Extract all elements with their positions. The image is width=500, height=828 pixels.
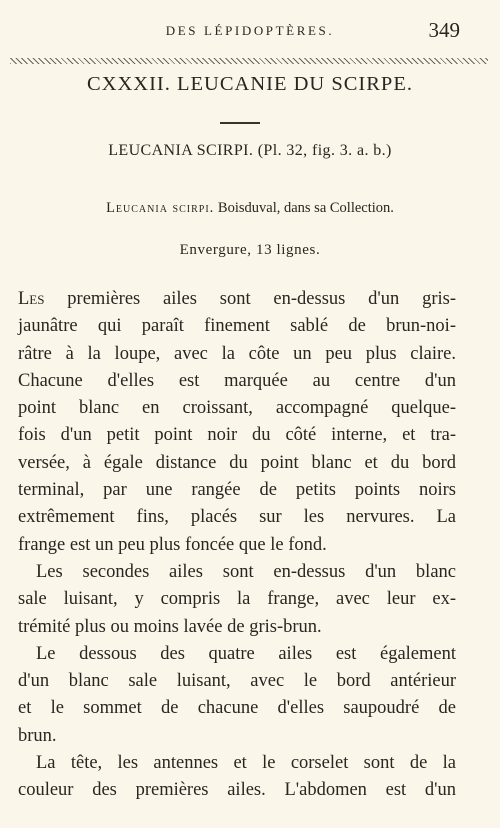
divider [220,122,260,124]
running-title: DES LÉPIDOPTÈRES. [165,23,335,38]
text-line: sale luisant, y compris la frange, avec leur ex- [18,589,456,610]
text-line: jaunâtre qui paraît finement sablé de brun-noi- [18,316,456,337]
text-line: extrêmement fins, placés sur les nervures. La [18,507,456,528]
page-number: 349 [428,18,460,42]
text-line: couleur des premières ailes. L'abdomen est d'un [18,780,456,801]
text-line: fois d'un petit point noir du côté interne, et tra- [18,425,456,446]
running-head [40,20,460,42]
body-text [18,286,456,805]
text-line: Le dessous des quatre ailes est également [36,643,456,664]
drop-word: Les [18,289,45,309]
text-line: râtre à la loupe, avec la côte un peu plus claire. [18,343,456,364]
text-line: frange est un peu plus foncée que le fond. [18,534,327,555]
ornamental-rule [10,58,488,64]
text-line: Les secondes ailes sont en-dessus d'un blanc [36,561,456,582]
text-line: brun. [18,725,57,746]
synonym-line [0,200,500,217]
text-line: d'un blanc sale luisant, avec le bord antérieur [18,671,456,692]
synonym-reference: Boisduval, dans sa Collection. [217,200,394,216]
text-line [18,286,456,313]
line-text: premières ailes sont en-dessus d'un gris- [44,289,456,309]
latin-heading: LEUCANIA SCIRPI. (Pl. 32, fig. 3. a. b.) [108,142,392,159]
text-line: terminal, par une rangée de petits points noirs [18,480,456,501]
chapter-title: CXXXII. LEUCANIE DU SCIRPE. [87,73,413,95]
text-line: versée, à égale distance du point blanc et du bord [18,452,456,473]
synonym-name: Leucania scirpi. [106,200,215,216]
text-line: point blanc en croissant, accompagné quelque- [18,398,456,419]
text-line: La tête, les antennes et le corselet sont de la [36,753,456,774]
text-line: trémité plus ou moins lavée de gris-brun. [18,616,322,637]
wingspan: Envergure, 13 lignes. [179,242,321,258]
text-line: Chacune d'elles est marquée au centre d'un [18,370,456,391]
text-line: et le sommet de chacune d'elles saupoudré de [18,698,456,719]
